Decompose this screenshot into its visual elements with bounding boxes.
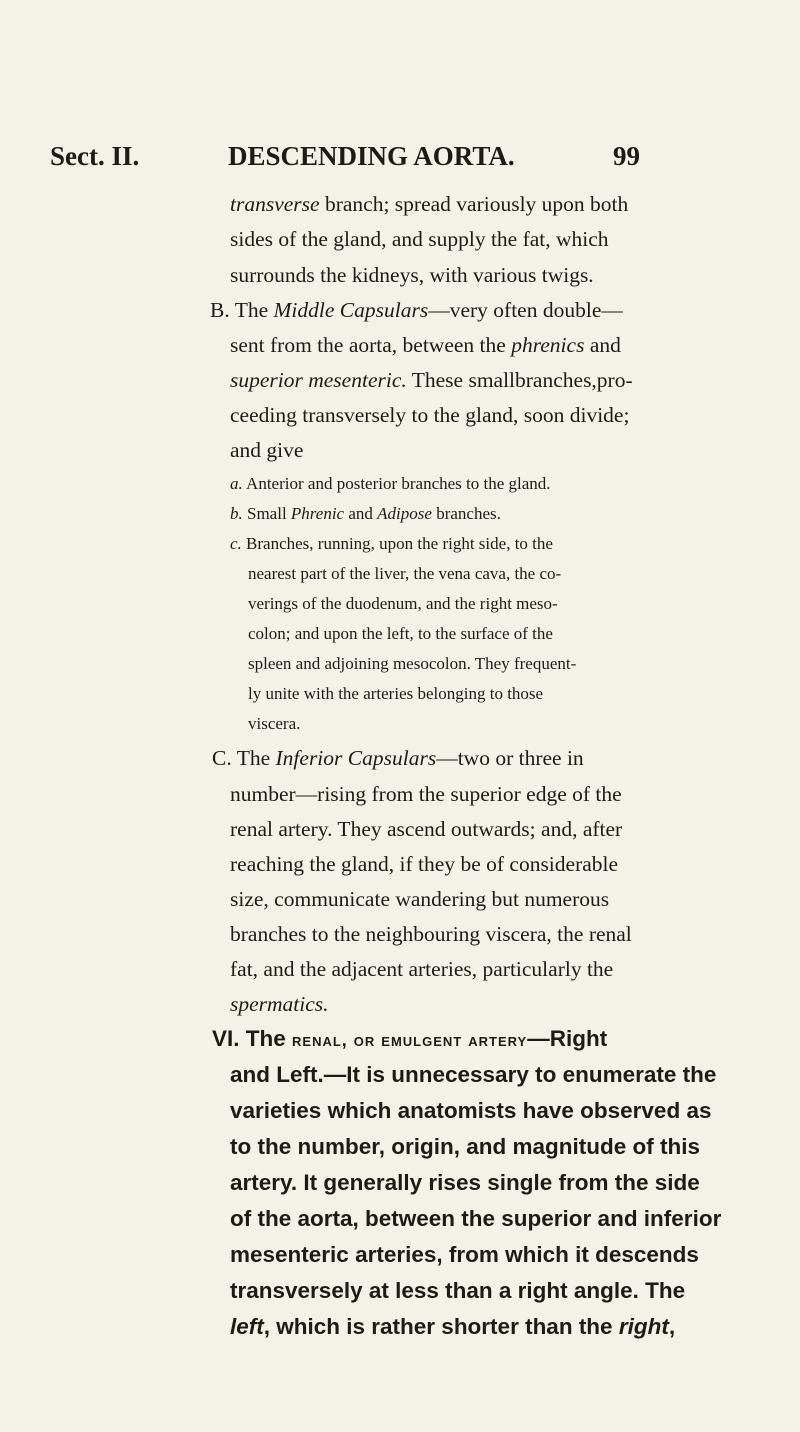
text-line: surrounds the kidneys, with various twigs. [230, 263, 594, 287]
text-line: spleen and adjoining mesocolon. They frequent- [248, 654, 577, 673]
text-line: of the aorta, between the superior and inferior [230, 1206, 722, 1231]
text-line: a. Anterior and posterior branches to the gland. [230, 474, 551, 493]
text-line: renal artery. They ascend outwards; and, after [230, 817, 623, 841]
text-line: to the number, origin, and magnitude of this [230, 1134, 700, 1159]
text-line: varieties which anatomists have observed as [230, 1098, 712, 1123]
text-line: VI. The renal, or emulgent artery—Right [212, 1026, 608, 1051]
page-title: DESCENDING AORTA. [228, 141, 515, 171]
text-line: left, which is rather shorter than the right, [230, 1314, 676, 1339]
text-line: and give [230, 438, 304, 462]
text-line: viscera. [248, 714, 301, 733]
text-line: transversely at less than a right angle. The [230, 1278, 686, 1303]
text-line: B. The Middle Capsulars—very often double— [210, 298, 623, 322]
text-line: size, communicate wandering but numerous [230, 887, 610, 911]
text-line: colon; and upon the left, to the surface of the [248, 624, 553, 643]
text-line: number—rising from the superior edge of the [230, 782, 622, 806]
text-line: b. Small Phrenic and Adipose branches. [230, 504, 501, 523]
text-line: sent from the aorta, between the phrenics and [230, 333, 621, 357]
text-line: c. Branches, running, upon the right side, to the [230, 534, 553, 553]
text-line: fat, and the adjacent arteries, particularly the [230, 957, 614, 981]
text-line: ly unite with the arteries belonging to those [248, 684, 544, 703]
text-line: branches to the neighbouring viscera, the renal [230, 922, 632, 946]
text-line: artery. It generally rises single from the side [230, 1170, 700, 1195]
text-line: superior mesenteric. These smallbranches,pro- [230, 368, 633, 392]
text-line: spermatics. [230, 992, 329, 1016]
text-line: C. The Inferior Capsulars—two or three in [212, 746, 584, 770]
text-line: and Left.—It is unnecessary to enumerate the [230, 1062, 717, 1087]
text-line: transverse branch; spread variously upon both [230, 192, 629, 216]
text-line: verings of the duodenum, and the right meso- [248, 594, 558, 613]
text-line: ceeding transversely to the gland, soon divide; [230, 403, 630, 427]
text-line: nearest part of the liver, the vena cava, the co- [248, 564, 562, 583]
page-number: 99 [613, 141, 640, 171]
section-label: Sect. II. [50, 141, 140, 171]
text-line: reaching the gland, if they be of considerable [230, 852, 619, 876]
running-header [50, 141, 670, 181]
text-line: sides of the gland, and supply the fat, which [230, 227, 609, 251]
text-line: mesenteric arteries, from which it descends [230, 1242, 699, 1267]
